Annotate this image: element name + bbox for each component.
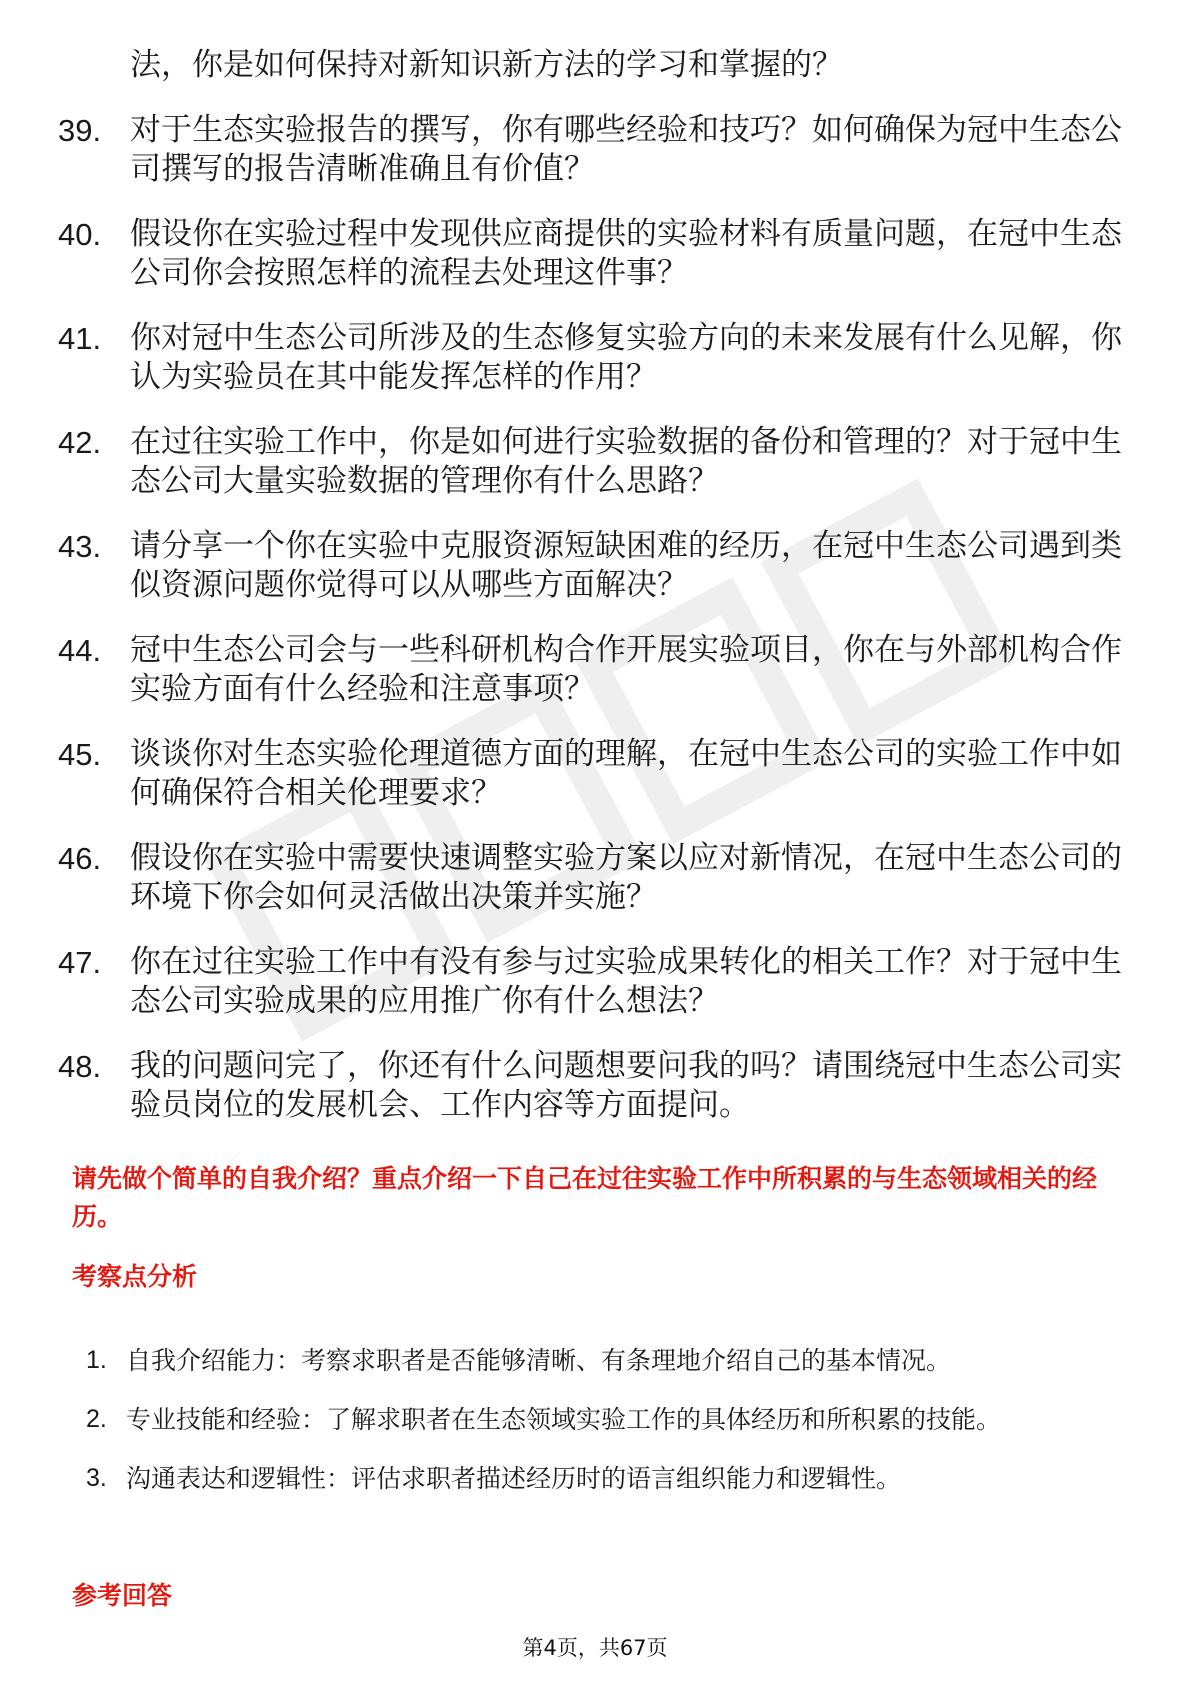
question-item-39 <box>58 111 1128 190</box>
question-number: 46. <box>58 840 102 876</box>
point-number: 1. <box>86 1346 107 1374</box>
question-item-43 <box>58 527 1128 606</box>
question-item-42 <box>58 423 1128 502</box>
analysis-point <box>86 1332 1116 1389</box>
point-text: 自我介绍能力：考察求职者是否能够清晰、有条理地介绍自己的基本情况。 <box>126 1346 952 1375</box>
question-number: 45. <box>58 736 102 772</box>
question-number: 40. <box>58 216 102 252</box>
question-item-45 <box>58 735 1128 814</box>
question-text: 谈谈你对生态实验伦理道德方面的理解，在冠中生态公司的实验工作中如何确保符合相关伦理要求？ <box>130 735 1122 811</box>
question-item-44 <box>58 631 1128 710</box>
question-text: 冠中生态公司会与一些科研机构合作开展实验项目，你在与外部机构合作实验方面有什么经验和注意事项？ <box>130 631 1122 707</box>
question-continuation-text: 法，你是如何保持对新知识新方法的学习和掌握的？ <box>130 47 843 83</box>
question-number: 39. <box>58 112 102 148</box>
question-number: 42. <box>58 424 102 460</box>
question-text: 假设你在实验过程中发现供应商提供的实验材料有质量问题，在冠中生态公司你会按照怎样的流程去处理这件事？ <box>130 215 1122 291</box>
question-text: 我的问题问完了，你还有什么问题想要问我的吗？请围绕冠中生态公司实验员岗位的发展机会、工作内容等方面提问。 <box>130 1047 1122 1123</box>
question-text: 在过往实验工作中，你是如何进行实验数据的备份和管理的？对于冠中生态公司大量实验数据的管理你有什么思路？ <box>130 423 1122 499</box>
question-number: 43. <box>58 528 102 564</box>
question-list <box>58 46 1128 1151</box>
analysis-points-list <box>86 1332 1116 1509</box>
question-number: 44. <box>58 632 102 668</box>
question-item-48 <box>58 1047 1128 1126</box>
question-text: 你对冠中生态公司所涉及的生态修复实验方向的未来发展有什么见解，你认为实验员在其中能发挥怎样的作用？ <box>130 319 1122 395</box>
point-number: 3. <box>86 1464 107 1492</box>
question-number: 41. <box>58 320 102 356</box>
question-text: 请分享一个你在实验中克服资源短缺困难的经历，在冠中生态公司遇到类似资源问题你觉得可以从哪些方面解决？ <box>130 527 1122 603</box>
analysis-point <box>86 1391 1116 1448</box>
analysis-section-title: 考察点分析 <box>72 1262 198 1291</box>
point-number: 2. <box>86 1405 107 1433</box>
page-footer: 第4页，共67页 <box>522 1636 668 1660</box>
featured-question-heading: 请先做个简单的自我介绍？重点介绍一下自己在过往实验工作中所积累的与生态领域相关的经历。 <box>72 1164 1098 1231</box>
question-item-40 <box>58 215 1128 294</box>
question-continuation <box>58 46 1128 86</box>
question-item-41 <box>58 319 1128 398</box>
question-text: 你在过往实验工作中有没有参与过实验成果转化的相关工作？对于冠中生态公司实验成果的应用推广你有什么想法？ <box>130 943 1122 1019</box>
question-item-47 <box>58 943 1128 1022</box>
question-number: 48. <box>58 1048 102 1084</box>
question-text: 对于生态实验报告的撰写，你有哪些经验和技巧？如何确保为冠中生态公司撰写的报告清晰准确且有价值？ <box>130 111 1122 187</box>
point-text: 专业技能和经验：了解求职者在生态领域实验工作的具体经历和所积累的技能。 <box>126 1405 1002 1434</box>
question-item-46 <box>58 839 1128 918</box>
reference-answer-title: 参考回答 <box>72 1581 173 1610</box>
question-number: 47. <box>58 944 102 980</box>
analysis-point <box>86 1450 1116 1507</box>
point-text: 沟通表达和逻辑性：评估求职者描述经历时的语言组织能力和逻辑性。 <box>126 1464 902 1493</box>
question-text: 假设你在实验中需要快速调整实验方案以应对新情况，在冠中生态公司的环境下你会如何灵活做出决策并实施？ <box>130 839 1122 915</box>
